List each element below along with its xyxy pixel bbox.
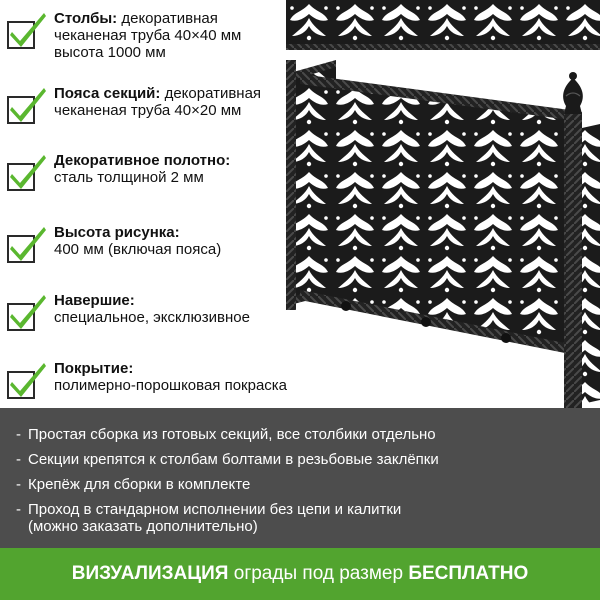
checkmark-icon: [6, 360, 48, 400]
assembly-notes-panel: [0, 408, 600, 548]
free-visualization-banner: [0, 548, 600, 600]
bullet-dash: -: [16, 501, 21, 518]
checkmark-icon: [6, 152, 48, 192]
bullet-dash: -: [16, 451, 21, 468]
checkmark-icon: [6, 85, 48, 125]
checkmark-icon: [6, 292, 48, 332]
spec-text: декоративная: [164, 85, 262, 102]
banner-emphasis: БЕСПЛАТНО: [408, 563, 529, 584]
spec-label: Декоративное полотно:: [54, 152, 231, 169]
note-text-continuation: (можно заказать дополнительно): [28, 518, 258, 535]
fence-illustration: [286, 0, 600, 408]
banner-text: ограды под размер: [228, 563, 409, 584]
banner-emphasis: ВИЗУАЛИЗАЦИЯ: [71, 563, 229, 584]
note-text: Крепёж для сборки в комплекте: [28, 476, 251, 493]
spec-text-line: сталь толщиной 2 мм: [54, 169, 204, 186]
note-text: Секции крепятся к столбам болтами в резьбовые заклёпки: [28, 451, 439, 468]
spec-text-line: 400 мм (включая пояса): [54, 241, 222, 258]
corner-post: [564, 112, 582, 408]
bullet-dash: -: [16, 476, 21, 493]
list-item: [16, 451, 586, 468]
bullet-dash: -: [16, 426, 21, 443]
checkmark-icon: [6, 10, 48, 50]
list-item: [16, 501, 586, 535]
spec-text-line: чеканеная труба 40×40 мм: [54, 27, 242, 44]
front-fence-section: [300, 82, 570, 348]
spec-text-line: специальное, эксклюзивное: [54, 309, 250, 326]
list-item: [16, 426, 586, 443]
spec-label: Столбы:: [54, 10, 118, 27]
spec-text: декоративная: [121, 10, 218, 27]
note-text: Проход в стандарном исполнении без цепи и калитки: [28, 501, 402, 518]
checkmark-icon: [6, 224, 48, 264]
spec-label: Навершие:: [54, 292, 135, 309]
spec-text-line: высота 1000 мм: [54, 44, 166, 61]
spec-label: Покрытие:: [54, 360, 134, 377]
spec-text-line: полимерно-порошковая покраска: [54, 377, 288, 394]
list-item: [16, 476, 586, 493]
spec-text-line: чеканеная труба 40×20 мм: [54, 102, 242, 119]
notes-list: [16, 426, 586, 543]
spec-label: Пояса секций:: [54, 85, 161, 102]
spec-label: Высота рисунка:: [54, 224, 180, 241]
note-text: Простая сборка из готовых секций, все столбики отдельно: [28, 426, 436, 443]
